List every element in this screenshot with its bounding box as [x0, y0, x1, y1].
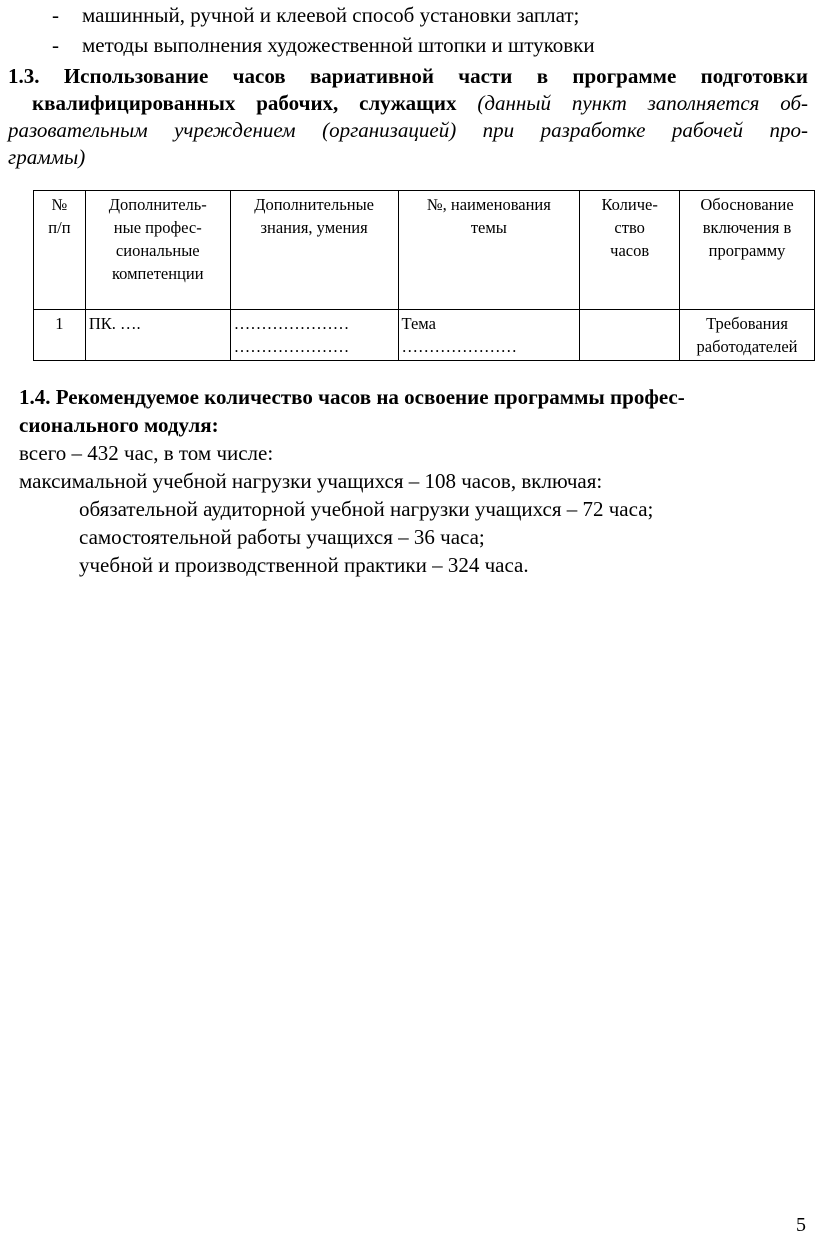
list-marker: -	[52, 3, 59, 27]
section-1-3-title-line2: квалифицированных рабочих, служащих (данный пункт заполняется об-	[32, 91, 809, 115]
list-marker: -	[52, 33, 59, 57]
list-item	[52, 32, 595, 58]
section-1-4-title-line1: 1.4. Рекомендуемое количество часов на освоение программы профес-	[19, 385, 685, 409]
header-cell-hours: Количе- ство часов	[580, 191, 680, 310]
section-1-3-note: (данный пункт заполняется об-	[477, 91, 809, 115]
hours-self-study: самостоятельной работы учащихся – 36 часа;	[79, 525, 485, 549]
cell-number: 1	[34, 310, 86, 361]
header-cell-knowledge: Дополнительные знания, умения	[230, 191, 398, 310]
hours-classroom: обязательной аудиторной учебной нагрузки учащихся – 72 часа;	[79, 497, 654, 521]
cell-topic: Тема …………………	[398, 310, 580, 361]
variative-hours-table	[33, 190, 815, 361]
page-number: 5	[796, 1214, 806, 1236]
cell-hours	[580, 310, 680, 361]
list-item	[52, 2, 579, 28]
section-number: 1.3.	[8, 64, 40, 88]
header-cell-number: № п/п	[34, 191, 86, 310]
hours-max-load: максимальной учебной нагрузки учащихся – 108 часов, включая:	[19, 469, 603, 493]
hours-total: всего – 432 час, в том числе:	[19, 441, 274, 465]
section-1-4-title-line2: сионального модуля:	[19, 413, 219, 437]
section-1-3	[8, 63, 808, 171]
cell-competence: ПК. ….	[85, 310, 230, 361]
header-cell-topic: №, наименования темы	[398, 191, 580, 310]
header-cell-reason: Обоснование включения в программу	[680, 191, 815, 310]
cell-reason: Требования работодателей	[680, 310, 815, 361]
list-item-text: методы выполнения художественной штопки и штуковки	[82, 33, 595, 57]
table-row	[34, 310, 815, 361]
cell-knowledge: ………………… …………………	[230, 310, 398, 361]
section-1-4	[19, 383, 809, 579]
section-1-3-title-line1: 1.3. Использование часов вариативной части в программе подготовки	[8, 64, 809, 88]
table-header-row	[34, 191, 815, 310]
hours-practice: учебной и производственной практики – 324 часа.	[79, 553, 529, 577]
section-1-3-note-line4: граммы)	[8, 145, 86, 169]
header-cell-competence: Дополнитель- ные профес- сиональные компетенции	[85, 191, 230, 310]
list-item-text: машинный, ручной и клеевой способ установки заплат;	[82, 3, 580, 27]
section-1-3-note-line3: разовательным учреждением (организацией) при разработке рабочей про-	[8, 118, 808, 142]
